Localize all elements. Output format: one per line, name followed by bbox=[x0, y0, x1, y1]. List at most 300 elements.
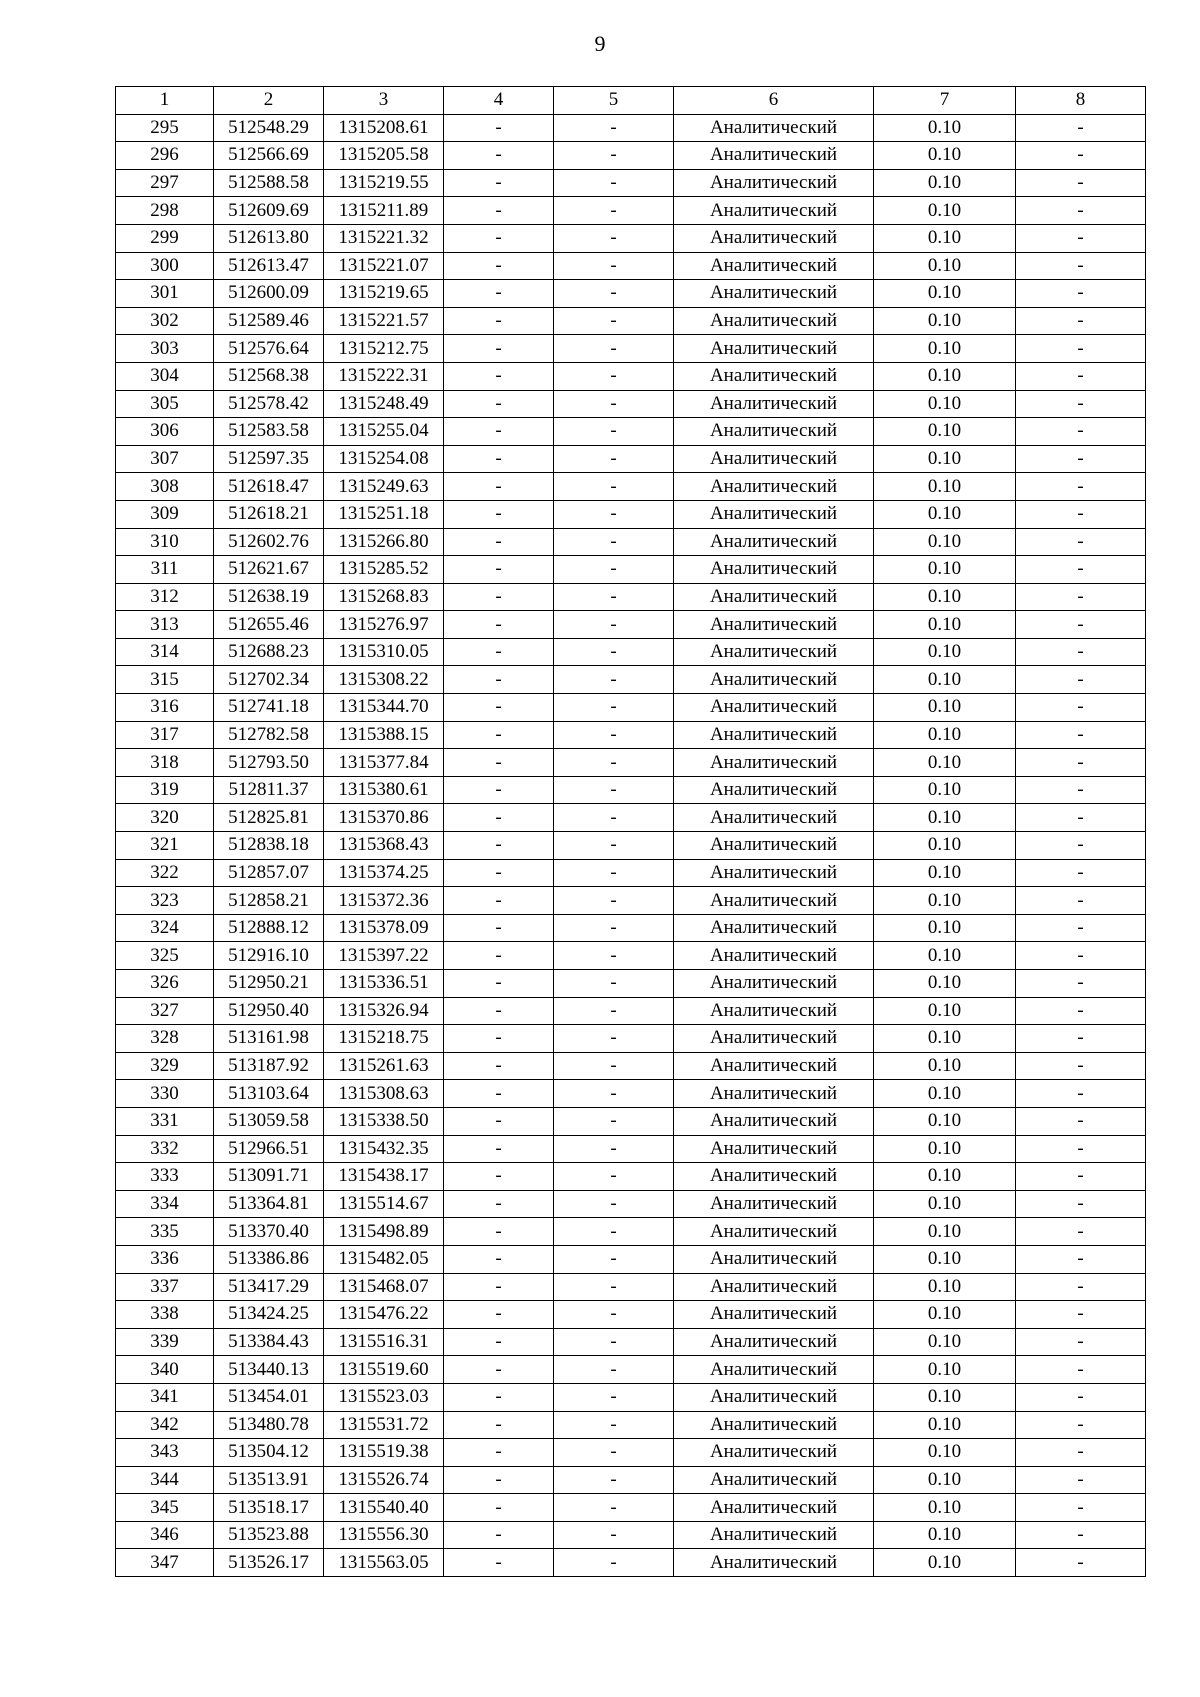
point-number-cell: 311 bbox=[116, 556, 214, 584]
method-cell: Аналитический bbox=[674, 390, 874, 418]
accuracy-cell: 0.10 bbox=[874, 1549, 1016, 1577]
column-8-cell: - bbox=[1016, 859, 1146, 887]
table-row bbox=[116, 1301, 1146, 1329]
x-coordinate-cell: 512888.12 bbox=[214, 914, 324, 942]
y-coordinate-cell: 1315326.94 bbox=[324, 997, 444, 1025]
column-5-cell: - bbox=[554, 859, 674, 887]
point-number-cell: 323 bbox=[116, 887, 214, 915]
column-4-cell: - bbox=[444, 1052, 554, 1080]
column-5-cell: - bbox=[554, 1494, 674, 1522]
column-4-cell: - bbox=[444, 694, 554, 722]
table-row bbox=[116, 528, 1146, 556]
column-4-cell: - bbox=[444, 445, 554, 473]
column-5-cell: - bbox=[554, 556, 674, 584]
column-5-cell: - bbox=[554, 694, 674, 722]
method-cell: Аналитический bbox=[674, 1135, 874, 1163]
point-number-cell: 340 bbox=[116, 1356, 214, 1384]
accuracy-cell: 0.10 bbox=[874, 942, 1016, 970]
method-cell: Аналитический bbox=[674, 252, 874, 280]
column-4-cell: - bbox=[444, 721, 554, 749]
y-coordinate-cell: 1315540.40 bbox=[324, 1494, 444, 1522]
accuracy-cell: 0.10 bbox=[874, 335, 1016, 363]
method-cell: Аналитический bbox=[674, 1383, 874, 1411]
accuracy-cell: 0.10 bbox=[874, 1411, 1016, 1439]
column-8-cell: - bbox=[1016, 1521, 1146, 1549]
column-8-cell: - bbox=[1016, 1107, 1146, 1135]
table-row bbox=[116, 142, 1146, 170]
accuracy-cell: 0.10 bbox=[874, 914, 1016, 942]
y-coordinate-cell: 1315498.89 bbox=[324, 1218, 444, 1246]
point-number-cell: 314 bbox=[116, 638, 214, 666]
accuracy-cell: 0.10 bbox=[874, 197, 1016, 225]
column-5-cell: - bbox=[554, 638, 674, 666]
column-4-cell: - bbox=[444, 390, 554, 418]
column-4-cell: - bbox=[444, 418, 554, 446]
column-header: 5 bbox=[554, 87, 674, 115]
column-4-cell: - bbox=[444, 1356, 554, 1384]
column-4-cell: - bbox=[444, 528, 554, 556]
column-5-cell: - bbox=[554, 1080, 674, 1108]
x-coordinate-cell: 512568.38 bbox=[214, 362, 324, 390]
table-row bbox=[116, 694, 1146, 722]
x-coordinate-cell: 512966.51 bbox=[214, 1135, 324, 1163]
accuracy-cell: 0.10 bbox=[874, 1521, 1016, 1549]
column-4-cell: - bbox=[444, 666, 554, 694]
column-8-cell: - bbox=[1016, 1052, 1146, 1080]
table-row bbox=[116, 1052, 1146, 1080]
point-number-cell: 327 bbox=[116, 997, 214, 1025]
y-coordinate-cell: 1315374.25 bbox=[324, 859, 444, 887]
accuracy-cell: 0.10 bbox=[874, 970, 1016, 998]
point-number-cell: 338 bbox=[116, 1301, 214, 1329]
column-5-cell: - bbox=[554, 1135, 674, 1163]
accuracy-cell: 0.10 bbox=[874, 776, 1016, 804]
y-coordinate-cell: 1315308.22 bbox=[324, 666, 444, 694]
column-8-cell: - bbox=[1016, 914, 1146, 942]
table-row bbox=[116, 1245, 1146, 1273]
column-4-cell: - bbox=[444, 335, 554, 363]
table-row bbox=[116, 1135, 1146, 1163]
method-cell: Аналитический bbox=[674, 832, 874, 860]
point-number-cell: 317 bbox=[116, 721, 214, 749]
column-4-cell: - bbox=[444, 749, 554, 777]
method-cell: Аналитический bbox=[674, 859, 874, 887]
point-number-cell: 308 bbox=[116, 473, 214, 501]
y-coordinate-cell: 1315218.75 bbox=[324, 1025, 444, 1053]
column-4-cell: - bbox=[444, 1494, 554, 1522]
y-coordinate-cell: 1315338.50 bbox=[324, 1107, 444, 1135]
column-5-cell: - bbox=[554, 721, 674, 749]
column-5-cell: - bbox=[554, 252, 674, 280]
column-4-cell: - bbox=[444, 224, 554, 252]
column-5-cell: - bbox=[554, 1411, 674, 1439]
column-4-cell: - bbox=[444, 1107, 554, 1135]
point-number-cell: 305 bbox=[116, 390, 214, 418]
point-number-cell: 320 bbox=[116, 804, 214, 832]
table-row bbox=[116, 169, 1146, 197]
column-5-cell: - bbox=[554, 114, 674, 142]
table-row bbox=[116, 252, 1146, 280]
x-coordinate-cell: 512597.35 bbox=[214, 445, 324, 473]
accuracy-cell: 0.10 bbox=[874, 1025, 1016, 1053]
method-cell: Аналитический bbox=[674, 114, 874, 142]
x-coordinate-cell: 512583.58 bbox=[214, 418, 324, 446]
column-4-cell: - bbox=[444, 638, 554, 666]
column-8-cell: - bbox=[1016, 142, 1146, 170]
column-5-cell: - bbox=[554, 224, 674, 252]
accuracy-cell: 0.10 bbox=[874, 997, 1016, 1025]
method-cell: Аналитический bbox=[674, 335, 874, 363]
column-8-cell: - bbox=[1016, 252, 1146, 280]
accuracy-cell: 0.10 bbox=[874, 224, 1016, 252]
y-coordinate-cell: 1315556.30 bbox=[324, 1521, 444, 1549]
accuracy-cell: 0.10 bbox=[874, 500, 1016, 528]
accuracy-cell: 0.10 bbox=[874, 142, 1016, 170]
column-5-cell: - bbox=[554, 1356, 674, 1384]
column-8-cell: - bbox=[1016, 776, 1146, 804]
y-coordinate-cell: 1315285.52 bbox=[324, 556, 444, 584]
column-8-cell: - bbox=[1016, 1163, 1146, 1191]
table-row bbox=[116, 887, 1146, 915]
x-coordinate-cell: 512578.42 bbox=[214, 390, 324, 418]
x-coordinate-cell: 513526.17 bbox=[214, 1549, 324, 1577]
point-number-cell: 318 bbox=[116, 749, 214, 777]
column-5-cell: - bbox=[554, 1190, 674, 1218]
y-coordinate-cell: 1315221.07 bbox=[324, 252, 444, 280]
column-8-cell: - bbox=[1016, 970, 1146, 998]
column-8-cell: - bbox=[1016, 224, 1146, 252]
column-4-cell: - bbox=[444, 1328, 554, 1356]
method-cell: Аналитический bbox=[674, 1107, 874, 1135]
column-5-cell: - bbox=[554, 1521, 674, 1549]
accuracy-cell: 0.10 bbox=[874, 611, 1016, 639]
method-cell: Аналитический bbox=[674, 418, 874, 446]
accuracy-cell: 0.10 bbox=[874, 1356, 1016, 1384]
y-coordinate-cell: 1315397.22 bbox=[324, 942, 444, 970]
point-number-cell: 328 bbox=[116, 1025, 214, 1053]
point-number-cell: 330 bbox=[116, 1080, 214, 1108]
y-coordinate-cell: 1315372.36 bbox=[324, 887, 444, 915]
column-5-cell: - bbox=[554, 1163, 674, 1191]
column-4-cell: - bbox=[444, 1411, 554, 1439]
x-coordinate-cell: 512588.58 bbox=[214, 169, 324, 197]
column-4-cell: - bbox=[444, 859, 554, 887]
point-number-cell: 329 bbox=[116, 1052, 214, 1080]
point-number-cell: 299 bbox=[116, 224, 214, 252]
accuracy-cell: 0.10 bbox=[874, 1383, 1016, 1411]
column-5-cell: - bbox=[554, 832, 674, 860]
y-coordinate-cell: 1315476.22 bbox=[324, 1301, 444, 1329]
column-5-cell: - bbox=[554, 611, 674, 639]
column-5-cell: - bbox=[554, 1273, 674, 1301]
table-row bbox=[116, 1466, 1146, 1494]
x-coordinate-cell: 512609.69 bbox=[214, 197, 324, 225]
y-coordinate-cell: 1315219.65 bbox=[324, 280, 444, 308]
method-cell: Аналитический bbox=[674, 666, 874, 694]
accuracy-cell: 0.10 bbox=[874, 749, 1016, 777]
column-5-cell: - bbox=[554, 583, 674, 611]
column-4-cell: - bbox=[444, 914, 554, 942]
y-coordinate-cell: 1315368.43 bbox=[324, 832, 444, 860]
column-5-cell: - bbox=[554, 804, 674, 832]
column-8-cell: - bbox=[1016, 1025, 1146, 1053]
table-row bbox=[116, 418, 1146, 446]
y-coordinate-cell: 1315251.18 bbox=[324, 500, 444, 528]
table-row bbox=[116, 776, 1146, 804]
table-row bbox=[116, 1439, 1146, 1467]
y-coordinate-cell: 1315268.83 bbox=[324, 583, 444, 611]
y-coordinate-cell: 1315221.57 bbox=[324, 307, 444, 335]
table-row bbox=[116, 1163, 1146, 1191]
table-row bbox=[116, 362, 1146, 390]
column-8-cell: - bbox=[1016, 1356, 1146, 1384]
column-8-cell: - bbox=[1016, 362, 1146, 390]
column-5-cell: - bbox=[554, 970, 674, 998]
table-row bbox=[116, 473, 1146, 501]
table-row bbox=[116, 1218, 1146, 1246]
table-header-row bbox=[116, 87, 1146, 115]
x-coordinate-cell: 512613.80 bbox=[214, 224, 324, 252]
column-5-cell: - bbox=[554, 942, 674, 970]
table-row bbox=[116, 280, 1146, 308]
column-8-cell: - bbox=[1016, 556, 1146, 584]
column-8-cell: - bbox=[1016, 583, 1146, 611]
column-4-cell: - bbox=[444, 252, 554, 280]
y-coordinate-cell: 1315222.31 bbox=[324, 362, 444, 390]
column-8-cell: - bbox=[1016, 942, 1146, 970]
table-row bbox=[116, 970, 1146, 998]
column-8-cell: - bbox=[1016, 473, 1146, 501]
column-4-cell: - bbox=[444, 1301, 554, 1329]
table-row bbox=[116, 1080, 1146, 1108]
column-4-cell: - bbox=[444, 1521, 554, 1549]
table-row bbox=[116, 1549, 1146, 1577]
column-5-cell: - bbox=[554, 142, 674, 170]
x-coordinate-cell: 513384.43 bbox=[214, 1328, 324, 1356]
point-number-cell: 310 bbox=[116, 528, 214, 556]
x-coordinate-cell: 513504.12 bbox=[214, 1439, 324, 1467]
y-coordinate-cell: 1315468.07 bbox=[324, 1273, 444, 1301]
y-coordinate-cell: 1315519.38 bbox=[324, 1439, 444, 1467]
y-coordinate-cell: 1315523.03 bbox=[324, 1383, 444, 1411]
column-4-cell: - bbox=[444, 1135, 554, 1163]
column-4-cell: - bbox=[444, 942, 554, 970]
accuracy-cell: 0.10 bbox=[874, 418, 1016, 446]
column-4-cell: - bbox=[444, 1245, 554, 1273]
x-coordinate-cell: 513187.92 bbox=[214, 1052, 324, 1080]
column-header: 3 bbox=[324, 87, 444, 115]
column-5-cell: - bbox=[554, 528, 674, 556]
point-number-cell: 298 bbox=[116, 197, 214, 225]
column-header: 1 bbox=[116, 87, 214, 115]
column-4-cell: - bbox=[444, 1273, 554, 1301]
column-5-cell: - bbox=[554, 280, 674, 308]
point-number-cell: 336 bbox=[116, 1245, 214, 1273]
method-cell: Аналитический bbox=[674, 1245, 874, 1273]
table-row bbox=[116, 556, 1146, 584]
column-8-cell: - bbox=[1016, 528, 1146, 556]
x-coordinate-cell: 513417.29 bbox=[214, 1273, 324, 1301]
y-coordinate-cell: 1315344.70 bbox=[324, 694, 444, 722]
point-number-cell: 345 bbox=[116, 1494, 214, 1522]
x-coordinate-cell: 513518.17 bbox=[214, 1494, 324, 1522]
accuracy-cell: 0.10 bbox=[874, 1494, 1016, 1522]
accuracy-cell: 0.10 bbox=[874, 1080, 1016, 1108]
page-number: 9 bbox=[594, 31, 606, 56]
accuracy-cell: 0.10 bbox=[874, 694, 1016, 722]
table-row bbox=[116, 666, 1146, 694]
table-row bbox=[116, 500, 1146, 528]
method-cell: Аналитический bbox=[674, 942, 874, 970]
accuracy-cell: 0.10 bbox=[874, 362, 1016, 390]
accuracy-cell: 0.10 bbox=[874, 1466, 1016, 1494]
x-coordinate-cell: 513424.25 bbox=[214, 1301, 324, 1329]
x-coordinate-cell: 512600.09 bbox=[214, 280, 324, 308]
table-row bbox=[116, 997, 1146, 1025]
method-cell: Аналитический bbox=[674, 776, 874, 804]
table-row bbox=[116, 335, 1146, 363]
method-cell: Аналитический bbox=[674, 142, 874, 170]
point-number-cell: 319 bbox=[116, 776, 214, 804]
column-5-cell: - bbox=[554, 335, 674, 363]
column-5-cell: - bbox=[554, 197, 674, 225]
x-coordinate-cell: 513059.58 bbox=[214, 1107, 324, 1135]
point-number-cell: 313 bbox=[116, 611, 214, 639]
table-row bbox=[116, 1383, 1146, 1411]
point-number-cell: 307 bbox=[116, 445, 214, 473]
accuracy-cell: 0.10 bbox=[874, 804, 1016, 832]
method-cell: Аналитический bbox=[674, 1466, 874, 1494]
y-coordinate-cell: 1315211.89 bbox=[324, 197, 444, 225]
accuracy-cell: 0.10 bbox=[874, 252, 1016, 280]
point-number-cell: 300 bbox=[116, 252, 214, 280]
method-cell: Аналитический bbox=[674, 1273, 874, 1301]
y-coordinate-cell: 1315308.63 bbox=[324, 1080, 444, 1108]
method-cell: Аналитический bbox=[674, 1190, 874, 1218]
y-coordinate-cell: 1315219.55 bbox=[324, 169, 444, 197]
y-coordinate-cell: 1315249.63 bbox=[324, 473, 444, 501]
method-cell: Аналитический bbox=[674, 804, 874, 832]
table-row bbox=[116, 1521, 1146, 1549]
column-4-cell: - bbox=[444, 583, 554, 611]
table-row bbox=[116, 611, 1146, 639]
column-4-cell: - bbox=[444, 1190, 554, 1218]
method-cell: Аналитический bbox=[674, 970, 874, 998]
column-8-cell: - bbox=[1016, 1190, 1146, 1218]
column-8-cell: - bbox=[1016, 418, 1146, 446]
x-coordinate-cell: 512838.18 bbox=[214, 832, 324, 860]
x-coordinate-cell: 512688.23 bbox=[214, 638, 324, 666]
y-coordinate-cell: 1315370.86 bbox=[324, 804, 444, 832]
column-5-cell: - bbox=[554, 1549, 674, 1577]
y-coordinate-cell: 1315212.75 bbox=[324, 335, 444, 363]
column-8-cell: - bbox=[1016, 1494, 1146, 1522]
column-4-cell: - bbox=[444, 1163, 554, 1191]
accuracy-cell: 0.10 bbox=[874, 390, 1016, 418]
point-number-cell: 341 bbox=[116, 1383, 214, 1411]
column-8-cell: - bbox=[1016, 1466, 1146, 1494]
point-number-cell: 302 bbox=[116, 307, 214, 335]
method-cell: Аналитический bbox=[674, 224, 874, 252]
point-number-cell: 316 bbox=[116, 694, 214, 722]
x-coordinate-cell: 512602.76 bbox=[214, 528, 324, 556]
column-8-cell: - bbox=[1016, 721, 1146, 749]
point-number-cell: 297 bbox=[116, 169, 214, 197]
x-coordinate-cell: 512589.46 bbox=[214, 307, 324, 335]
method-cell: Аналитический bbox=[674, 1411, 874, 1439]
x-coordinate-cell: 512950.21 bbox=[214, 970, 324, 998]
column-8-cell: - bbox=[1016, 749, 1146, 777]
method-cell: Аналитический bbox=[674, 556, 874, 584]
column-4-cell: - bbox=[444, 1383, 554, 1411]
column-5-cell: - bbox=[554, 997, 674, 1025]
point-number-cell: 325 bbox=[116, 942, 214, 970]
column-8-cell: - bbox=[1016, 335, 1146, 363]
point-number-cell: 322 bbox=[116, 859, 214, 887]
column-4-cell: - bbox=[444, 832, 554, 860]
point-number-cell: 309 bbox=[116, 500, 214, 528]
accuracy-cell: 0.10 bbox=[874, 1052, 1016, 1080]
method-cell: Аналитический bbox=[674, 721, 874, 749]
column-5-cell: - bbox=[554, 307, 674, 335]
method-cell: Аналитический bbox=[674, 583, 874, 611]
table-row bbox=[116, 445, 1146, 473]
column-5-cell: - bbox=[554, 473, 674, 501]
accuracy-cell: 0.10 bbox=[874, 1190, 1016, 1218]
accuracy-cell: 0.10 bbox=[874, 114, 1016, 142]
column-header: 8 bbox=[1016, 87, 1146, 115]
method-cell: Аналитический bbox=[674, 1025, 874, 1053]
column-4-cell: - bbox=[444, 1080, 554, 1108]
point-number-cell: 315 bbox=[116, 666, 214, 694]
x-coordinate-cell: 512566.69 bbox=[214, 142, 324, 170]
y-coordinate-cell: 1315261.63 bbox=[324, 1052, 444, 1080]
point-number-cell: 347 bbox=[116, 1549, 214, 1577]
x-coordinate-cell: 512576.64 bbox=[214, 335, 324, 363]
x-coordinate-cell: 513440.13 bbox=[214, 1356, 324, 1384]
accuracy-cell: 0.10 bbox=[874, 280, 1016, 308]
column-5-cell: - bbox=[554, 1052, 674, 1080]
column-8-cell: - bbox=[1016, 197, 1146, 225]
accuracy-cell: 0.10 bbox=[874, 1439, 1016, 1467]
column-5-cell: - bbox=[554, 1383, 674, 1411]
x-coordinate-cell: 512638.19 bbox=[214, 583, 324, 611]
column-8-cell: - bbox=[1016, 1273, 1146, 1301]
accuracy-cell: 0.10 bbox=[874, 528, 1016, 556]
column-4-cell: - bbox=[444, 776, 554, 804]
y-coordinate-cell: 1315563.05 bbox=[324, 1549, 444, 1577]
accuracy-cell: 0.10 bbox=[874, 1218, 1016, 1246]
column-5-cell: - bbox=[554, 749, 674, 777]
table-row bbox=[116, 832, 1146, 860]
x-coordinate-cell: 512916.10 bbox=[214, 942, 324, 970]
accuracy-cell: 0.10 bbox=[874, 169, 1016, 197]
x-coordinate-cell: 513103.64 bbox=[214, 1080, 324, 1108]
point-number-cell: 304 bbox=[116, 362, 214, 390]
column-8-cell: - bbox=[1016, 1135, 1146, 1163]
x-coordinate-cell: 513386.86 bbox=[214, 1245, 324, 1273]
x-coordinate-cell: 512702.34 bbox=[214, 666, 324, 694]
x-coordinate-cell: 513480.78 bbox=[214, 1411, 324, 1439]
table-row bbox=[116, 197, 1146, 225]
table-row bbox=[116, 224, 1146, 252]
column-8-cell: - bbox=[1016, 997, 1146, 1025]
table-row bbox=[116, 1190, 1146, 1218]
table-row bbox=[116, 1107, 1146, 1135]
method-cell: Аналитический bbox=[674, 1328, 874, 1356]
table-row bbox=[116, 1356, 1146, 1384]
method-cell: Аналитический bbox=[674, 749, 874, 777]
